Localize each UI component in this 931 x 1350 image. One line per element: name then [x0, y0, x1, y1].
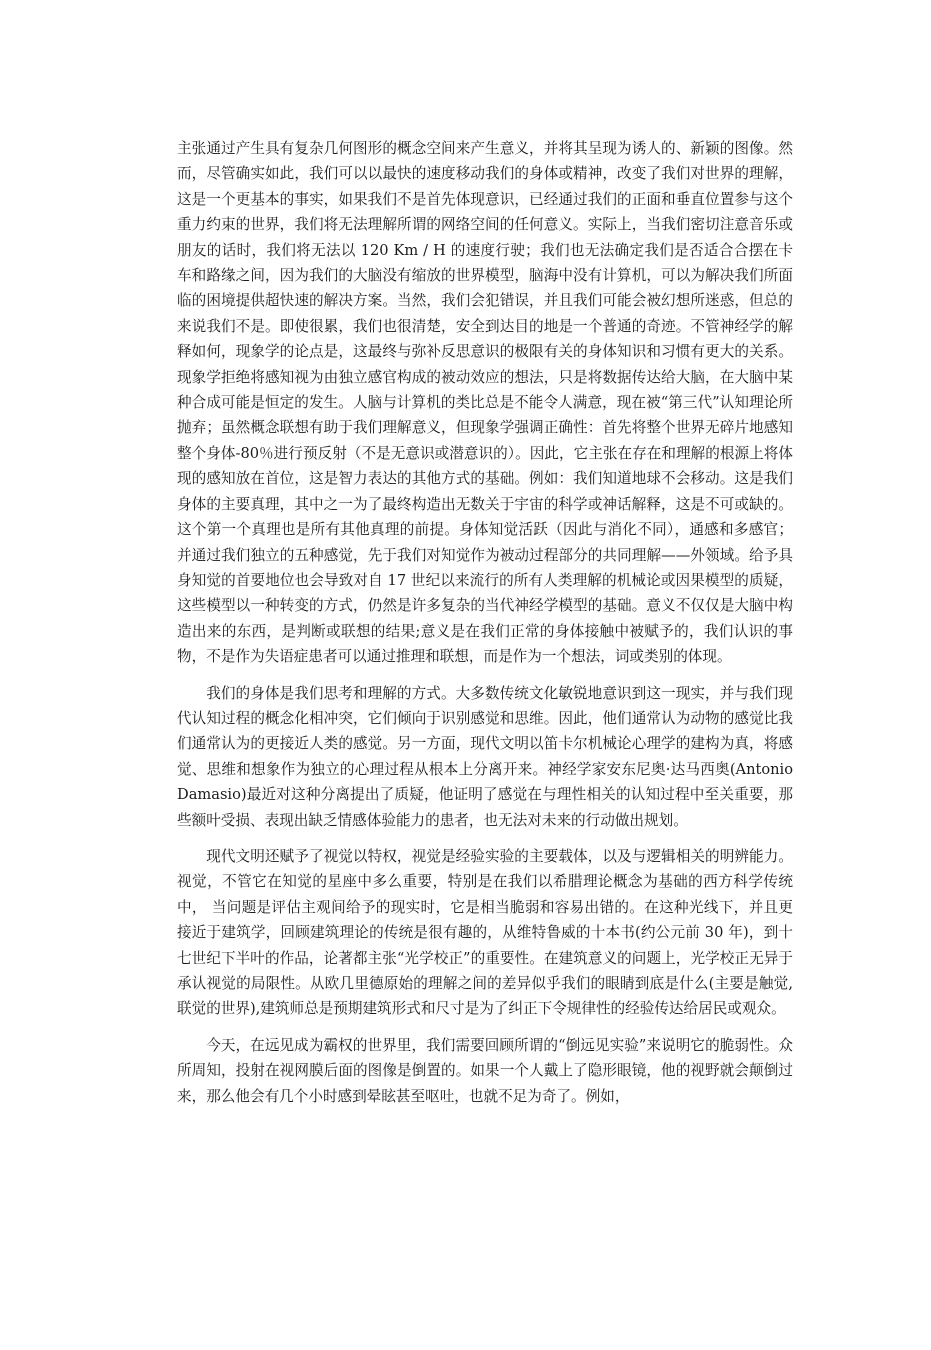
paragraph-1: 主张通过产生具有复杂几何图形的概念空间来产生意义，并将其呈现为诱人的、新颖的图像。然而，尽管确实如此，我们可以以最快的速度移动我们的身体或精神，改变了我们对世界的理解，这是一个更基本的事实，如果我们不是首先体现意识，已经通过我们的正面和垂直位置参与这个重力约束的世界，我们将无法理解所谓的网络空间的任何意义。实际上，当我们密切注意音乐或朋友的话时，我们将无法以 120 Km / H 的速度行驶；我们也无法确定我们是否适合合摆在卡车和路缘之间，因为我们的大脑没有缩放的世界模型，脑海中没有计算机，可以为解决我们所面临的困境提供超快速的解决方案。当然，我们会犯错误，并且我们可能会被幻想所迷惑，但总的来说我们不是。即使很累，我们也很清楚，安全到达目的地是一个普通的奇迹。不管神经学的解释如何，现象学的论点是，这最终与弥补反思意识的极限有关的身体知识和习惯有更大的关系。现象学拒绝将感知视为由独立感官构成的被动效应的想法，只是将数据传达给大脑，在大脑中某种合成可能是恒定的发生。人脑与计算机的类比总是不能令人满意，现在被“第三代”认知理论所抛弃；虽然概念联想有助于我们理解意义，但现象学强调正确性：首先将整个世界无碎片地感知整个身体-80％进行预反射（不是无意识或潜意识的）。因此，它主张在存在和理解的根源上将体现的感知放在首位，这是智力表达的其他方式的基础。例如：我们知道地球不会移动。这是我们身体的主要真理，其中之一为了最终构造出无数关于宇宙的科学或神话解释，这是不可或缺的。这个第一个真理也是所有其他真理的前提。身体知觉活跃（因此与消化不同），通感和多感官；并通过我们独立的五种感觉，先于我们对知觉作为被动过程部分的共同理解——外领域。给予具身知觉的首要地位也会导致对自 17 世纪以来流行的所有人类理解的机械论或因果模型的质疑，这些模型以一种转变的方式，仍然是许多复杂的当代神经学模型的基础。意义不仅仅是大脑中构造出来的东西，是判断或联想的结果;意义是在我们正常的身体接触中被赋予的，我们认识的事物，不是作为失语症患者可以通过推理和联想，而是作为一个想法，词或类别的体现。	[177, 140, 793, 666]
paragraph-4: 今天，在远见成为霸权的世界里，我们需要回顾所谓的“倒远见实验”来说明它的脆弱性。众所周知，投射在视网膜后面的图像是倒置的。如果一个人戴上了隐形眼镜，他的视野就会颠倒过来，那么他会有几个小时感到晕眩甚至呕吐，也就不足为奇了。例如，	[177, 1036, 793, 1105]
paragraph-2: 我们的身体是我们思考和理解的方式。大多数传统文化敏锐地意识到这一现实，并与我们现代认知过程的概念化相冲突，它们倾向于识别感觉和思维。因此，他们通常认为动物的感觉比我们通常认为的更接近人类的感觉。另一方面，现代文明以笛卡尔机械论心理学的建构为真，将感觉、思维和想象作为独立的心理过程从根本上分离开来。神经学家安东尼奥·达马西奥(Antonio Damasio)最近对这种分离提出了质疑，他证明了感觉在与理性相关的认知过程中至关重要，那些额叶受损、表现出缺乏情感体验能力的患者，也无法对未来的行动做出规划。	[177, 684, 793, 829]
document-body	[177, 136, 793, 1120]
paragraph-3: 现代文明还赋予了视觉以特权，视觉是经验实验的主要载体，以及与逻辑相关的明辨能力。视觉，不管它在知觉的星座中多么重要，特别是在我们以希腊理论概念为基础的西方科学传统中， 当问题是评估主观间给予的现实时，它是相当脆弱和容易出错的。在这种光线下，并且更接近于建筑学，回顾建筑理论的传统是很有趣的，从维特鲁威的十本书(约公元前 30 年)，到十七世纪下半叶的作品，论著都主张“光学校正”的重要性。在建筑意义的问题上，光学校正无异于承认视觉的局限性。从欧几里德原始的理解之间的差异似乎我们的眼睛到底是什么(主要是触觉,联觉的世界),建筑师总是预期建筑形式和尺寸是为了纠正下令规律性的经验传达给居民或观众。	[177, 847, 793, 1018]
